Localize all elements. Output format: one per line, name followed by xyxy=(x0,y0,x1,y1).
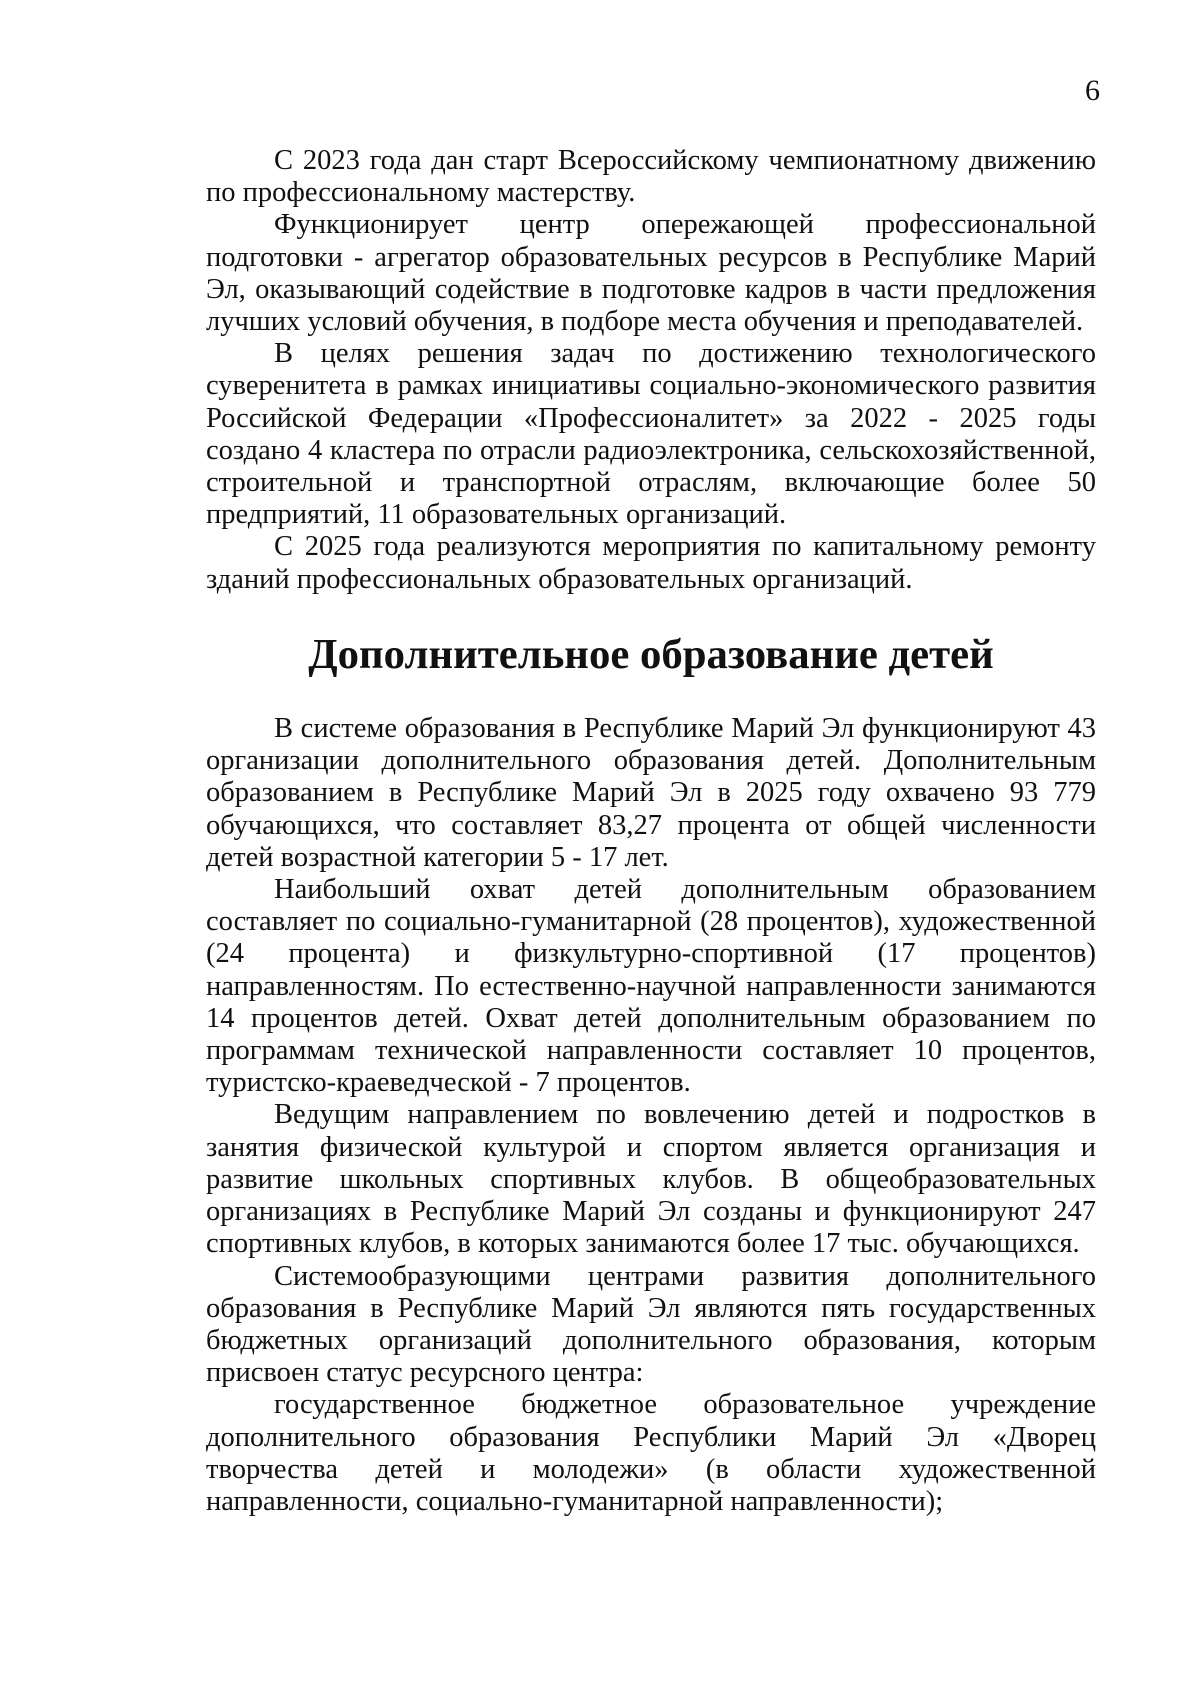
paragraph-professionalitet-clusters: В целях решения задач по достижению технологического суверенитета в рамках инициативы социально-экономического развития Российской Федерации «Профессионалитет» за 2022 - 2025 годы создано 4 кластера по отрасли радиоэлектроника, сельскохозяйственной, строительной и транспортной отраслям, включающие более 50 предприятий, 11 образовательных организаций. xyxy=(206,338,1096,531)
paragraph-capital-repair: С 2025 года реализуются мероприятия по капитальному ремонту зданий профессиональных образовательных организаций. xyxy=(206,531,1096,595)
paragraph-school-sports-clubs: Ведущим направлением по вовлечению детей и подростков в занятия физической культурой и спортом является организация и развитие школьных спортивных клубов. В общеобразовательных организациях в Республике Марий Эл созданы и функционируют 247 спортивных клубов, в которых занимаются более 17 тыс. обучающихся. xyxy=(206,1099,1096,1260)
paragraph-organizations-coverage: В системе образования в Республике Марий Эл функционируют 43 организации дополнительного образования детей. Дополнительным образованием в Республике Марий Эл в 2025 году охвачено 93 779 обучающихся, что составляет 83,27 процента от общей численности детей возрастной категории 5 - 17 лет. xyxy=(206,713,1096,873)
paragraph-championship-movement: С 2023 года дан старт Всероссийскому чемпионатному движению по профессиональному мастерству. xyxy=(206,145,1096,209)
paragraph-resource-centers: Системообразующими центрами развития дополнительного образования в Республике Марий Эл являются пять государственных бюджетных организаций дополнительного образования, которым присвоен статус ресурсного центра: xyxy=(206,1260,1096,1389)
page-number: 6 xyxy=(1085,74,1100,107)
section-heading: Дополнительное образование детей xyxy=(308,630,994,678)
page-content xyxy=(206,145,1096,1518)
paragraph-palace-of-creativity: государственное бюджетное образовательное учреждение дополнительного образования Республики Марий Эл «Дворец творчества детей и молодежи» (в области художественной направленности, социально-гуманитарной направленности); xyxy=(206,1389,1096,1517)
paragraph-coverage-by-direction: Наибольший охват детей дополнительным образованием составляет по социально-гуманитарной (28 процентов), художественной (24 процента) и физкультурно-спортивной (17 процентов) направленностям. По естественно-научной направленности занимаются 14 процентов детей. Охват детей дополнительным образованием по программам технической направленности составляет 10 процентов, туристско-краеведческой - 7 процентов. xyxy=(206,874,1096,1099)
paragraph-training-center: Функционирует центр опережающей профессиональной подготовки - агрегатор образовательных ресурсов в Республике Марий Эл, оказывающий содействие в подготовке кадров в части предложения лучших условий обучения, в подборе места обучения и преподавателей. xyxy=(206,209,1096,338)
